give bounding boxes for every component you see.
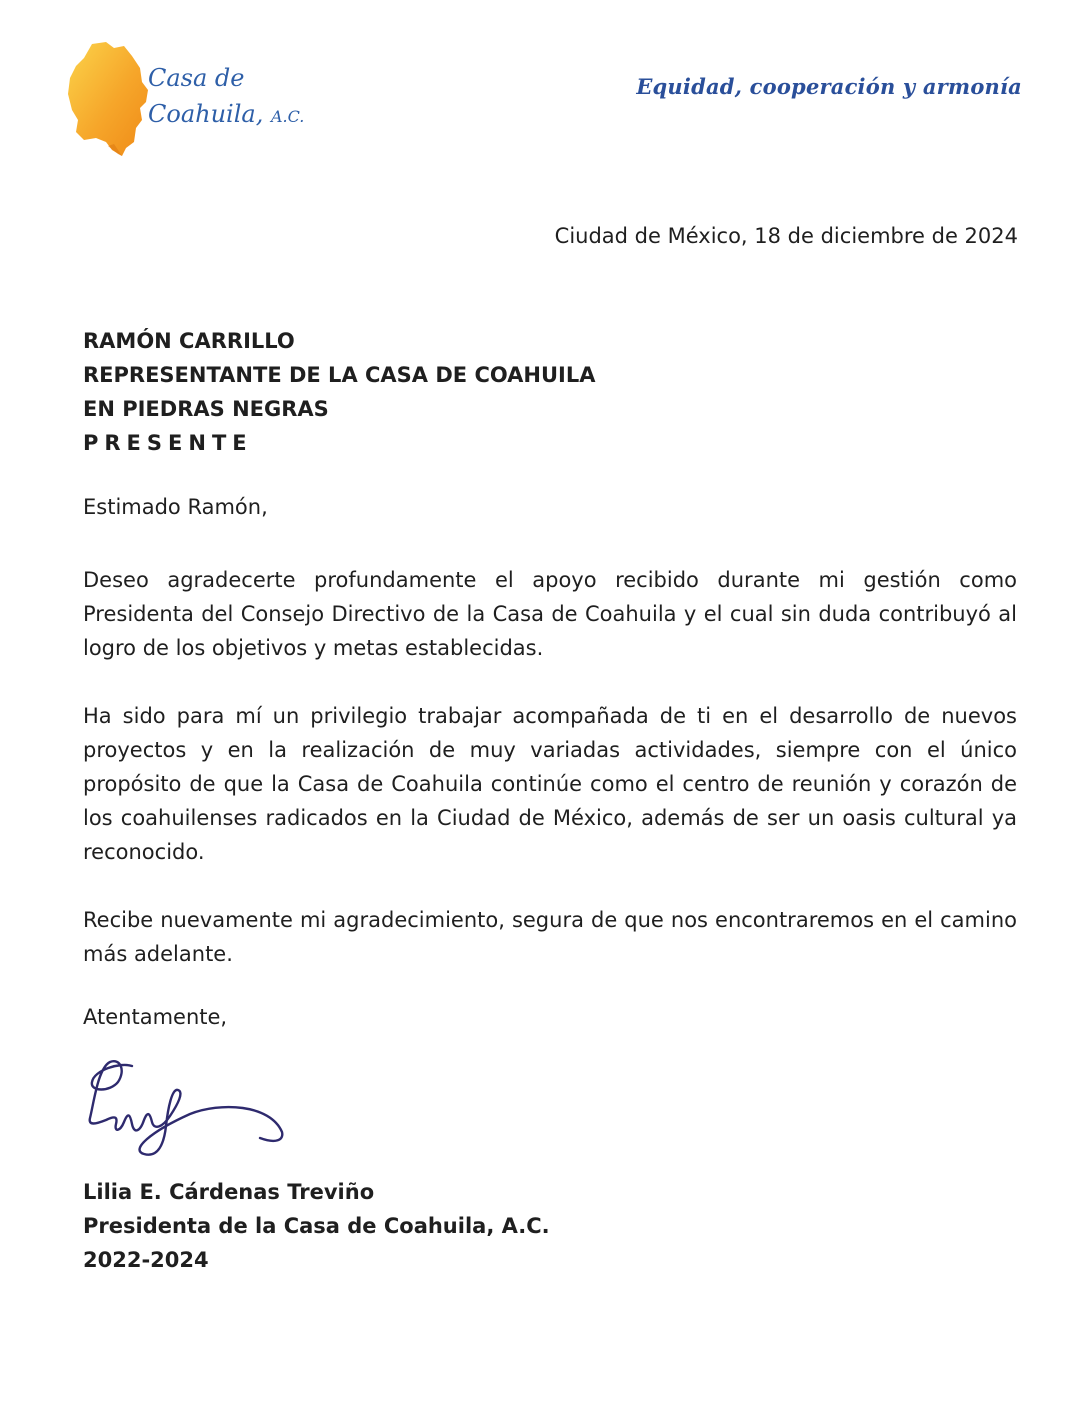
logo-line-1: Casa de <box>148 64 245 92</box>
letter-date: Ciudad de México, 18 de diciembre de 2024 <box>554 224 1018 248</box>
logo-line-2: Coahuila, A.C. <box>148 100 305 128</box>
closing: Atentamente, <box>83 1005 228 1029</box>
body-paragraph: Ha sido para mí un privilegio trabajar acompañada de ti en el desarrollo de nuevos proyectos y en la realización de muy variadas actividades, siempre con el único propósito de que la Casa de Coahuila continúe como el centro de reunión y corazón de los coahuilenses radicados en la Ciudad de México, además de ser un oasis cultural ya reconocido. <box>83 704 1017 864</box>
signer-block <box>83 1175 550 1277</box>
motto: Equidad, cooperación y armonía <box>636 74 1022 99</box>
signer-position: Presidenta de la Casa de Coahuila, A.C. <box>83 1214 550 1238</box>
greeting: Estimado Ramón, <box>83 495 268 519</box>
signer-period: 2022-2024 <box>83 1248 209 1272</box>
recipient-location: EN PIEDRAS NEGRAS <box>83 397 329 421</box>
handwritten-signature <box>80 1052 290 1162</box>
recipient-name: RAMÓN CARRILLO <box>83 329 295 353</box>
coahuila-map-icon <box>62 38 150 160</box>
logo-suffix: A.C. <box>270 107 305 126</box>
recipient-presente: PRESENTE <box>83 431 253 455</box>
logo-wordmark <box>148 60 304 135</box>
signer-name: Lilia E. Cárdenas Treviño <box>83 1180 375 1204</box>
recipient-block <box>83 324 595 460</box>
recipient-title: REPRESENTANTE DE LA CASA DE COAHUILA <box>83 363 596 387</box>
body-paragraph: Recibe nuevamente mi agradecimiento, segura de que nos encontraremos en el camino más adelante. <box>83 908 1017 966</box>
casa-de-coahuila-logo <box>62 38 312 168</box>
body-paragraph: Deseo agradecerte profundamente el apoyo recibido durante mi gestión como Presidenta del Consejo Directivo de la Casa de Coahuila y el cual sin duda contribuyó al logro de los objetivos y metas establecidas. <box>83 568 1017 660</box>
